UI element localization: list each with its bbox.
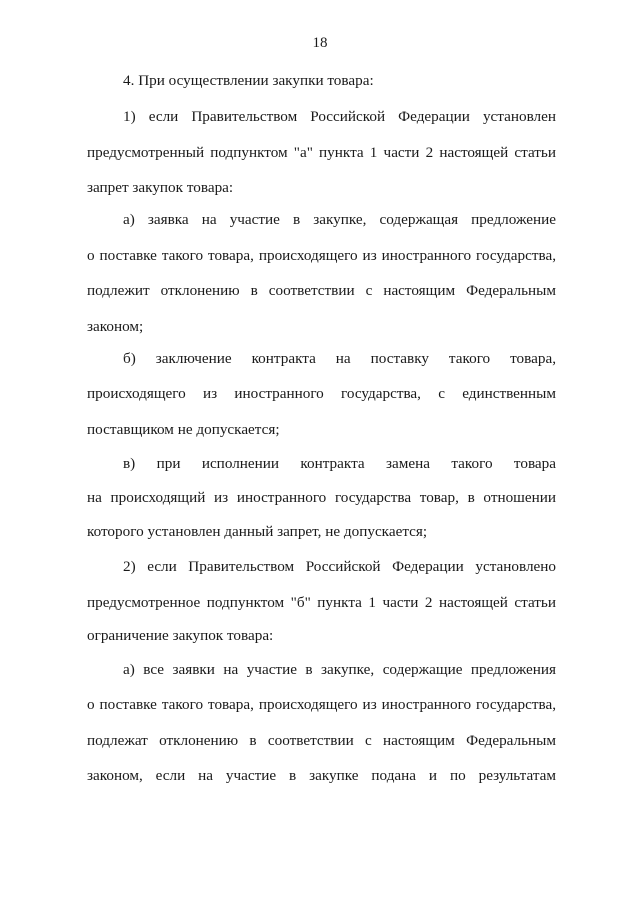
text-line: в) при исполнении контракта замена такого товара	[123, 455, 556, 472]
text-line: поставщиком не допускается;	[87, 421, 280, 438]
text-line: подлежат отклонению в соответствии с настоящим Федеральным	[87, 732, 556, 749]
text-line: 4. При осуществлении закупки товара:	[123, 72, 374, 89]
text-line: запрет закупок товара:	[87, 179, 234, 196]
text-line: на происходящий из иностранного государства товар, в отношении	[87, 489, 556, 506]
text-line: о поставке такого товара, происходящего из иностранного государства,	[87, 247, 556, 264]
page-number: 18	[312, 35, 328, 51]
text-line: 1) если Правительством Российской Федерации установлен	[123, 108, 556, 125]
text-line: предусмотренное подпунктом "б" пункта 1 части 2 настоящей статьи	[87, 594, 556, 611]
text-line: происходящего из иностранного государства, с единственным	[87, 385, 556, 402]
text-line: которого установлен данный запрет, не допускается;	[87, 523, 428, 540]
text-line: 2) если Правительством Российской Федерации установлено	[123, 558, 556, 575]
text-line: б) заключение контракта на поставку такого товара,	[123, 350, 556, 367]
text-line: подлежит отклонению в соответствии с настоящим Федеральным	[87, 282, 556, 299]
text-line: ограничение закупок товара:	[87, 627, 274, 644]
text-line: предусмотренный подпунктом "а" пункта 1 части 2 настоящей статьи	[87, 144, 556, 161]
text-line: законом, если на участие в закупке подана и по результатам	[87, 767, 556, 784]
text-line: а) заявка на участие в закупке, содержащая предложение	[123, 211, 556, 228]
text-line: законом;	[87, 318, 144, 335]
text-line: а) все заявки на участие в закупке, содержащие предложения	[123, 661, 556, 678]
text-line: о поставке такого товара, происходящего из иностранного государства,	[87, 696, 556, 713]
